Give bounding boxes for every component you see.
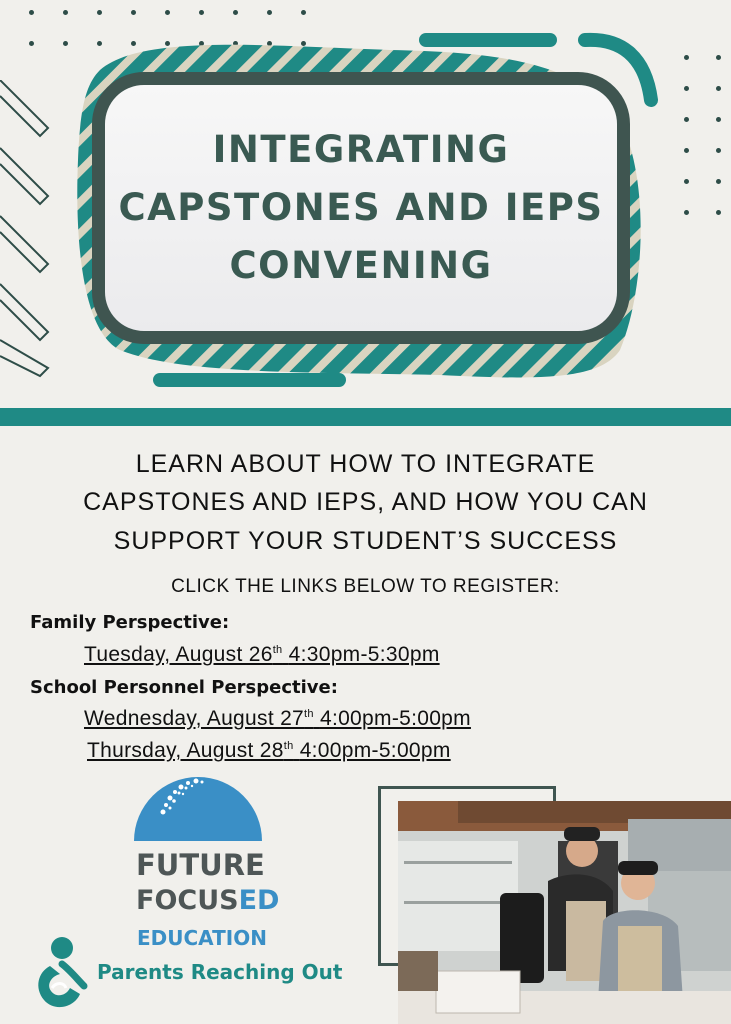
lead-line-1: LEARN ABOUT HOW TO INTEGRATE (135, 450, 596, 478)
section-divider (0, 408, 731, 426)
link-day: Tuesday, August 26 (84, 643, 273, 666)
pro-logo-icon (32, 936, 90, 1012)
ffe-logo-line-3: EDUCATION (137, 926, 267, 950)
ffe-logo-dome (134, 777, 262, 841)
title-line-3: CONVENING (229, 244, 493, 287)
register-link-thursday[interactable] (87, 739, 451, 763)
title-line-1: INTEGRATING (212, 128, 510, 171)
link-time: 4:30pm-5:30pm (288, 643, 440, 666)
school-perspective-heading: School Personnel Perspective: (30, 677, 338, 698)
link-suffix: th (272, 644, 283, 656)
link-suffix: th (304, 708, 314, 720)
pro-logo-name: Parents Reaching Out (97, 960, 343, 984)
register-link-wednesday[interactable] (84, 707, 471, 731)
family-perspective-heading: Family Perspective: (30, 612, 230, 633)
teal-pill-bottom (153, 373, 346, 387)
register-prompt: CLICK THE LINKS BELOW TO REGISTER: (171, 576, 560, 597)
title-line-2: CAPSTONES AND IEPS (118, 186, 604, 229)
link-day: Wednesday, August 27 (84, 707, 305, 730)
register-link-tuesday[interactable] (84, 643, 440, 667)
title-box (92, 72, 630, 344)
teal-pill-top (419, 33, 557, 47)
ffe-focus-text: FOCUS (136, 885, 239, 916)
link-suffix: th (283, 740, 294, 752)
cafe-workers-photo (398, 801, 731, 1024)
ffe-logo-line-1: FUTURE (136, 848, 265, 882)
ffe-ed-text: ED (238, 885, 280, 916)
link-day: Thursday, August 28 (87, 739, 284, 762)
link-time: 4:00pm-5:00pm (319, 707, 471, 730)
lead-line-3: SUPPORT YOUR STUDENT’S SUCCESS (113, 527, 618, 555)
link-time: 4:00pm-5:00pm (299, 739, 451, 762)
lead-line-2: CAPSTONES AND IEPS, AND HOW YOU CAN (83, 488, 648, 516)
diagonal-stripes-left (0, 80, 60, 390)
ffe-logo-line-2 (136, 885, 279, 916)
